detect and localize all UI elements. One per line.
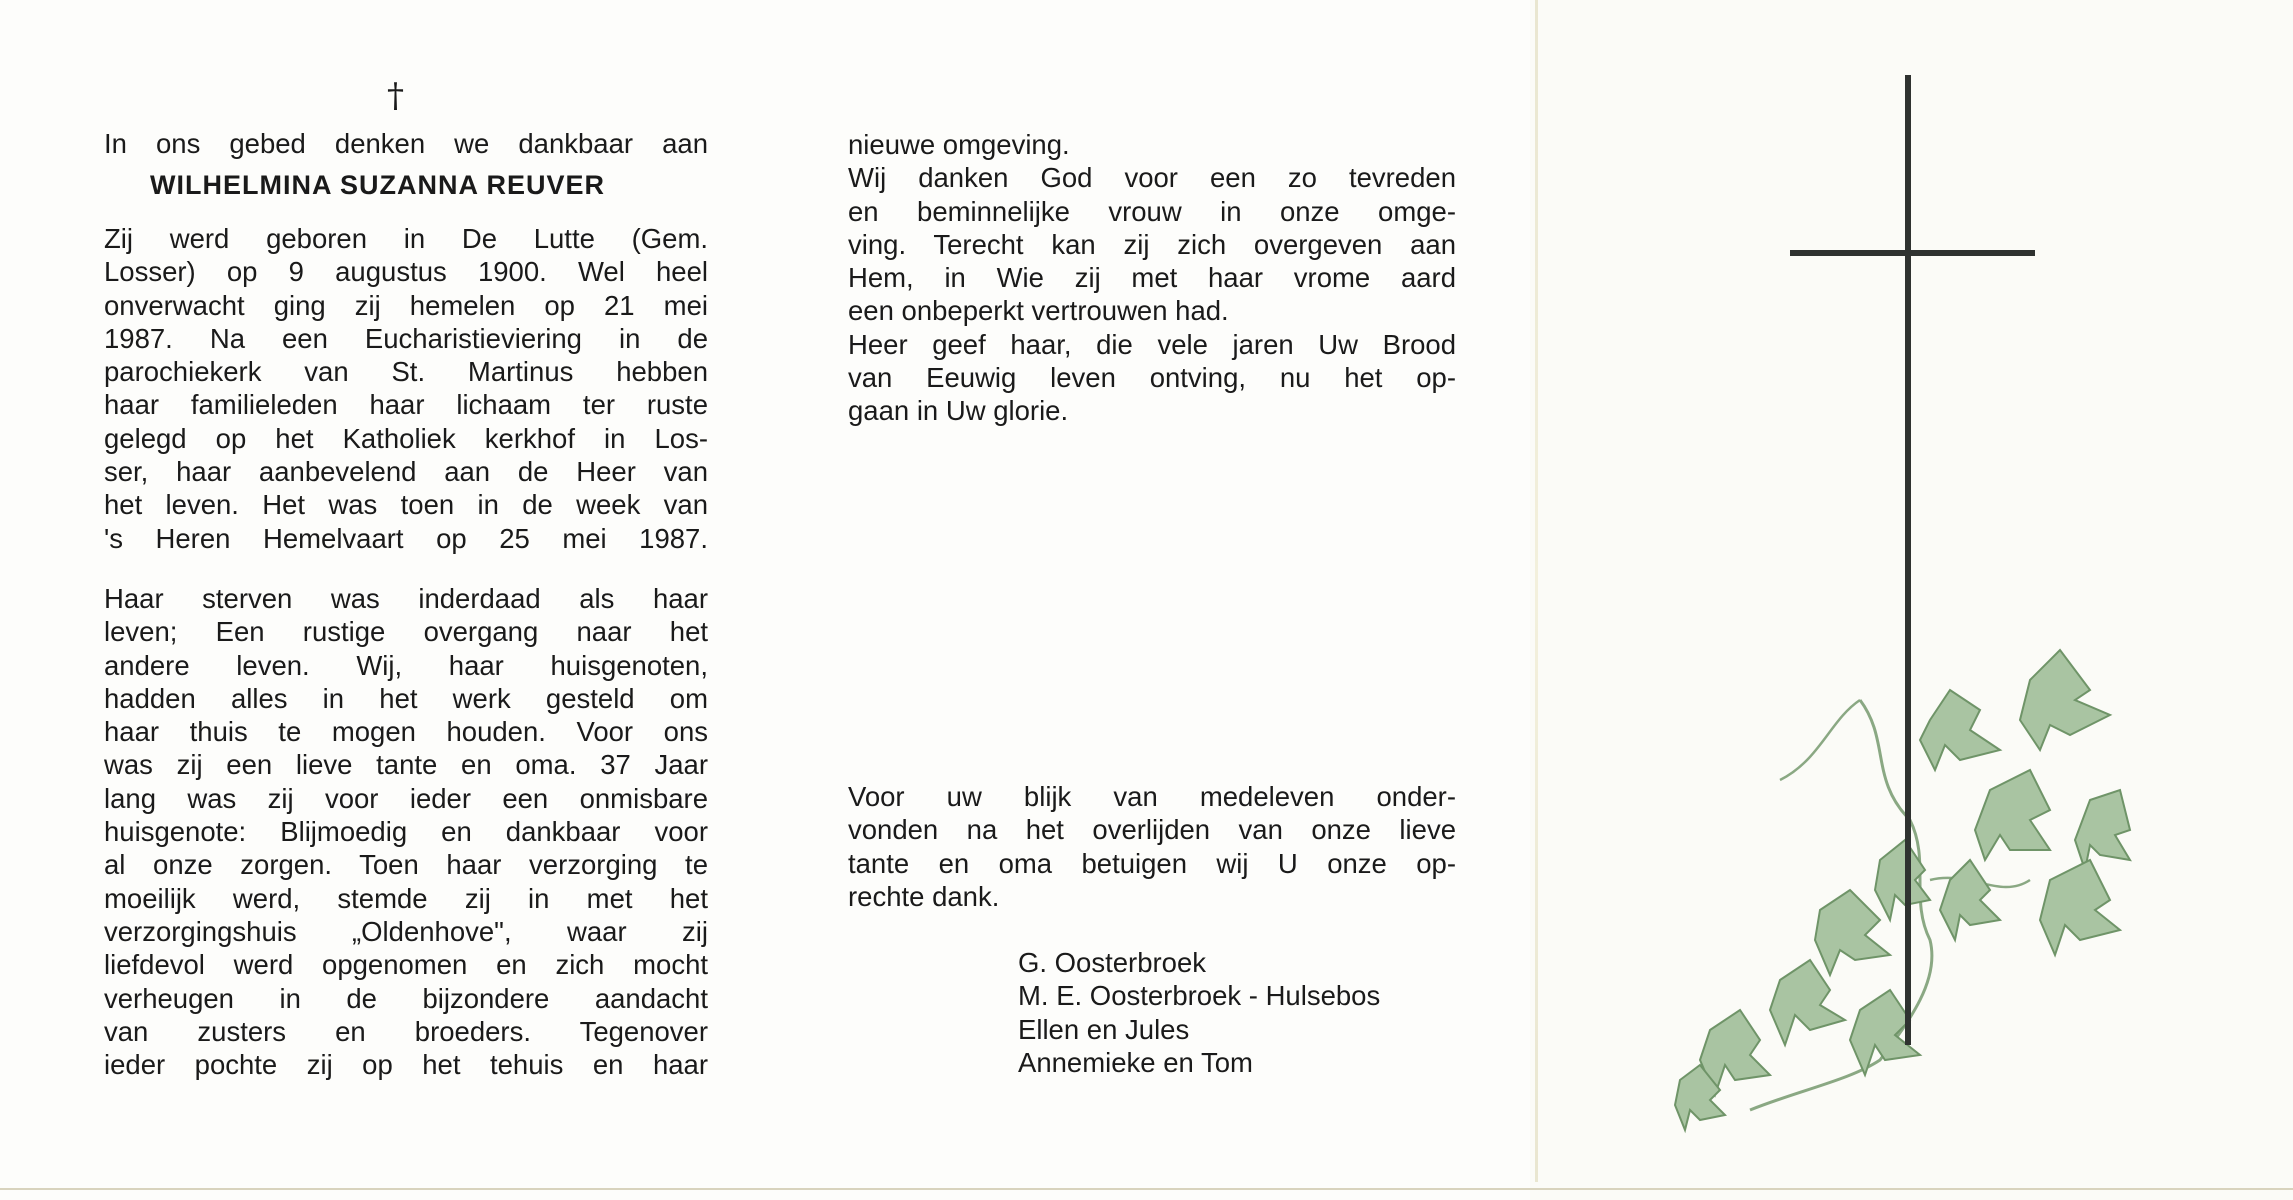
text-line: rechte dank. [848, 880, 1000, 912]
text-line: ving. Terecht kan zij zich overgeven aan [848, 228, 1456, 260]
text-line: ser, haar aanbevelend aan de Heer van [104, 456, 708, 488]
text-line: gaan in Uw glorie. [848, 395, 1069, 427]
text-line: was zij een lieve tante en oma. 37 Jaar [104, 749, 708, 781]
ivy-icon [1675, 650, 2130, 1130]
text-line: al onze zorgen. Toen haar verzorging te [104, 849, 708, 881]
text-line: andere leven. Wij, haar huisgenoten, [104, 649, 708, 681]
thanks-paragraph [848, 780, 1456, 913]
text-line: verzorgingshuis „Oldenhove", waar zij [104, 915, 708, 947]
cross-horizontal-bar [1790, 250, 2035, 256]
text-line: Voor uw blijk van medeleven onder- [848, 781, 1456, 812]
text-line: parochiekerk van St. Martinus hebben [104, 356, 708, 388]
text-line: lang was zij voor ieder een onmisbare [104, 782, 708, 814]
text-line: hadden alles in het werk gesteld om [104, 682, 708, 714]
intro-line: In ons gebed denken we dankbaar aan [104, 128, 708, 159]
text-line: en beminnelijke vrouw in onze omge- [848, 195, 1456, 227]
text-line: het leven. Het was toen in de week van [104, 489, 708, 521]
remembrance-paragraph [104, 582, 708, 1081]
continuation-paragraph [848, 128, 1456, 428]
text-line: haar familieleden haar lichaam ter ruste [104, 389, 708, 421]
text-line: gelegd op het Katholiek kerkhof in Los- [104, 422, 708, 454]
text-line: moeilijk werd, stemde zij in met het [104, 882, 708, 914]
text-line: 1987. Na een Eucharistieviering in de [104, 322, 708, 354]
text-line: Heer geef haar, die vele jaren Uw Brood [848, 328, 1456, 360]
text-line: tante en oma betuigen wij U onze op- [848, 847, 1456, 879]
text-line: Wij danken God voor een zo tevreden [848, 162, 1456, 194]
text-line: van Eeuwig leven ontving, nu het op- [848, 362, 1456, 394]
signatory: Annemieke en Tom [1018, 1046, 1253, 1078]
signatory: Ellen en Jules [1018, 1013, 1190, 1045]
text-line: verheugen in de bijzondere aandacht [104, 982, 708, 1014]
text-line: van zusters en broeders. Tegenover [104, 1015, 708, 1047]
signatory: M. E. Oosterbroek - Hulsebos [1018, 980, 1381, 1012]
text-line: haar thuis te mogen houden. Voor ons [104, 716, 708, 748]
text-line: vonden na het overlijden van onze lieve [848, 814, 1456, 846]
signatory: G. Oosterbroek [1018, 947, 1206, 978]
text-line: leven; Een rustige overgang naar het [104, 616, 708, 648]
text-line: Zij werd geboren in De Lutte (Gem. [104, 223, 708, 254]
text-line: huisgenote: Blijmoedig en dankbaar voor [104, 816, 708, 848]
text-line: Haar sterven was inderdaad als haar [104, 583, 708, 614]
signatories-list [1018, 946, 1380, 1079]
biography-paragraph [104, 222, 708, 555]
cross-with-ivy-illustration [1530, 0, 2293, 1200]
text-line: een onbeperkt vertrouwen had. [848, 295, 1229, 327]
text-line: nieuwe omgeving. [848, 129, 1070, 160]
text-line: ieder pochte zij op het tehuis en haar [104, 1049, 708, 1081]
text-line: Losser) op 9 augustus 1900. Wel heel [104, 256, 708, 288]
text-line: 's Heren Hemelvaart op 25 mei 1987. [104, 522, 708, 554]
text-line: Hem, in Wie zij met haar vrome aard [848, 262, 1456, 294]
text-line: liefdevol werd opgenomen en zich mocht [104, 949, 708, 981]
deceased-name: WILHELMINA SUZANNA REUVER [150, 170, 605, 200]
dagger-symbol: † [387, 76, 404, 116]
cross-vertical-bar [1905, 75, 1911, 1045]
text-line: onverwacht ging zij hemelen op 21 mei [104, 289, 708, 321]
